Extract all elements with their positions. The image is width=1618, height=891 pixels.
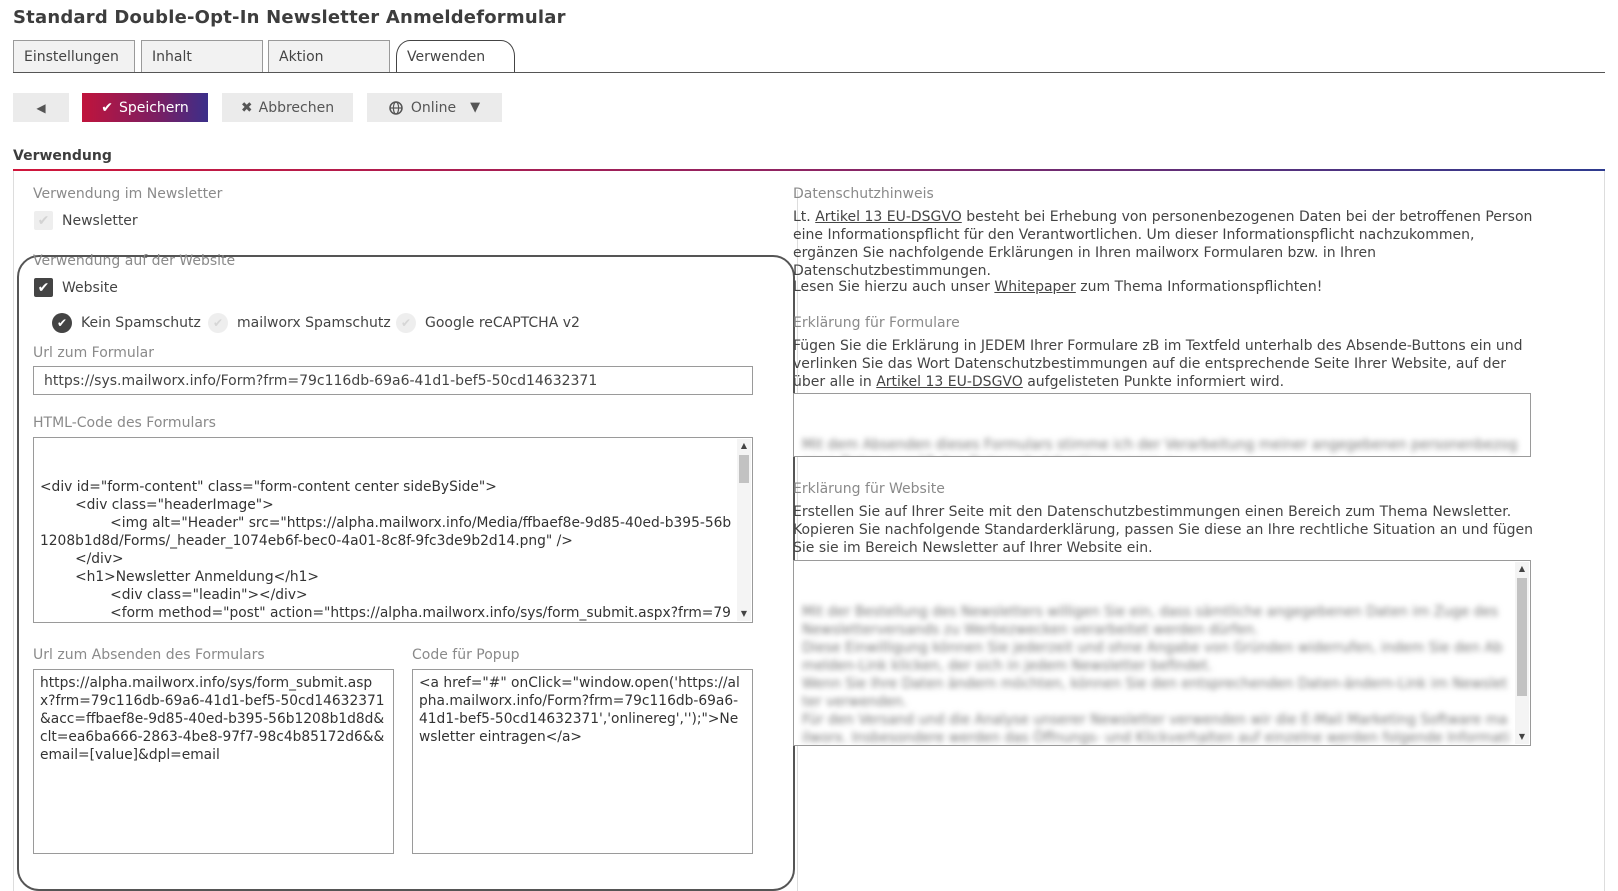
scroll-up-icon[interactable]: ▲ (740, 441, 748, 450)
website-checkbox[interactable] (34, 278, 53, 297)
privacy-paragraph-1 (793, 208, 1533, 280)
check-icon: ✔ (212, 316, 224, 330)
status-dropdown[interactable] (367, 93, 502, 122)
scroll-down-icon[interactable]: ▼ (740, 609, 748, 618)
submit-url-textarea[interactable]: https://alpha.mailworx.info/sys/form_submit.aspx?frm=79c116db-69a6-41d1-bef5-50cd14632371&acc=ffbaef8e-9d85-40ed-b395-56b1208b1d8d&clt=ea6ba666-2863-4be8-97f7-98c4b85172d6&&email=[value]&dpl=email (33, 669, 394, 854)
radio-google-recaptcha[interactable] (396, 313, 416, 333)
chevron-left-icon: ◀ (36, 100, 46, 115)
save-button[interactable] (82, 93, 208, 122)
popup-code-label: Code für Popup (412, 647, 520, 663)
website-statement-text: Erstellen Sie auf Ihrer Seite mit den Datenschutzbestimmungen einen Bereich zum Thema Newsletter. Kopieren Sie nachfolgende Standarderklärung, passen Sie diese an Ihre rechtliche Situation an und fügen Sie sie im Bereich Newsletter auf Ihrer Website ein. (793, 504, 1533, 556)
cancel-button[interactable] (222, 93, 353, 122)
website-statement-textarea[interactable] (793, 560, 1531, 746)
newsletter-checkbox[interactable] (34, 211, 53, 230)
caret-down-icon: ▼ (470, 100, 481, 115)
newsletter-checkbox-label: Newsletter (62, 213, 138, 229)
website-statement-box-text: Mit der Bestellung des Newsletters willigen Sie ein, dass sämtliche angegebenen Daten im Zuge des Newsletterversands zu Werbezwecken verarbeitet werden dürfen. Diese Einwilligung können Sie jederzeit und ohne Angabe von Gründen widerrufen, indem Sie den Abmelden-Link klicken, der sich in jedem Newsletter befindet. Wenn Sie Ihre Daten ändern möchten, können Sie den entsprechenden Daten-ändern-Link im Newsletter verwenden. Für den Versand und die Analyse unserer Newsletter verwenden wir die E-Mail Marketing Software mailworx. Insbesondere werden das Öffnungs- und Klickverhalten auf einzelne werden folgende Informati (802, 604, 1510, 746)
cancel-label: Abbrechen (258, 99, 335, 116)
submit-url-label: Url zum Absenden des Formulars (33, 647, 265, 663)
page-title: Standard Double-Opt-In Newsletter Anmeldeformular (13, 7, 566, 28)
website-usage-label: Verwendung auf der Website (33, 253, 236, 269)
form-url-input[interactable]: https://sys.mailworx.info/Form?frm=79c116db-69a6-41d1-bef5-50cd14632371 (33, 366, 753, 395)
privacy-text: zum Thema Informationspflichten! (1075, 279, 1323, 295)
scroll-thumb[interactable] (1517, 578, 1527, 696)
form-statement-box-text: Mit dem Absenden dieses Formulars stimme ich der Verarbeitung meiner angegebenen personenbezog (802, 437, 1518, 453)
check-icon: ✔ (400, 316, 412, 330)
check-icon: ✔ (37, 212, 50, 229)
artikel-13-link[interactable]: Artikel 13 EU-DSGVO (815, 209, 962, 225)
radio-kein-spamschutz-label: Kein Spamschutz (81, 315, 201, 331)
html-code-label: HTML-Code des Formulars (33, 415, 216, 431)
form-statement-desc: aufgelisteten Punkte informiert wird. (1022, 374, 1285, 390)
scroll-thumb[interactable] (739, 455, 749, 483)
privacy-paragraph-2 (793, 278, 1533, 296)
form-statement-desc: Fügen Sie die Erklärung in JEDEM Ihrer Formulare zB im Textfeld unterhalb des Absende-Buttons ein und verlinken Sie das Wort Datenschutzbestimmungen auf die entsprechende Seite Ihrer Website, auf der über alle in (793, 338, 1523, 390)
form-statement-label: Erklärung für Formulare (793, 315, 960, 331)
save-label: Speichern (118, 99, 189, 116)
status-label: Online (410, 99, 457, 116)
form-url-label: Url zum Formular (33, 345, 155, 361)
website-checkbox-label: Website (62, 280, 118, 296)
html-code-text: <div id="form-content" class="form-content center sideBySide"> <div class="headerImage"> <img alt="Header" src="https://alpha.mailworx.info/Media/ffbaef8e-9d85-40ed-b395-56b1208b1d8d/Forms/_header_1074eb6f-bec0-4a01-8c8f-9fc3de9b2d14.png" /> </div> <h1>Newsletter Anmeldung</h1> <div class="leadin"></div> <form method="post" action="https://alpha.mailworx.info/sys/form_submit.aspx?frm=79 (40, 479, 732, 621)
privacy-text: Lt. (793, 209, 816, 225)
html-code-scrollbar[interactable] (737, 439, 751, 621)
globe-icon (389, 101, 403, 115)
form-statement-text (793, 337, 1533, 391)
newsletter-usage-label: Verwendung im Newsletter (33, 186, 223, 202)
form-statement-textarea[interactable] (793, 393, 1531, 457)
radio-google-recaptcha-label: Google reCAPTCHA v2 (425, 315, 580, 331)
artikel-13-link[interactable]: Artikel 13 EU-DSGVO (876, 374, 1023, 390)
tab-verwenden[interactable]: Verwenden (396, 40, 515, 72)
check-icon: ✔ (56, 316, 68, 330)
close-icon: ✖ (240, 99, 253, 116)
website-statement-label: Erklärung für Website (793, 481, 945, 497)
radio-kein-spamschutz[interactable] (52, 313, 72, 333)
tab-bar (13, 40, 1605, 73)
privacy-text: besteht bei Erhebung von personenbezogenen Daten bei der betroffenen Person eine Informationspflicht für den Verantwortlichen. Um dieser Informationspflicht nachzukommen, ergänzen Sie nachfolgende Erklärungen in Ihren mailworx Formularen bzw. in Ihren Datenschutzbestimmungen. (793, 209, 1533, 279)
radio-mailworx-spamschutz[interactable] (208, 313, 228, 333)
back-button[interactable] (13, 93, 69, 122)
check-icon: ✔ (101, 99, 113, 116)
radio-mailworx-spamschutz-label: mailworx Spamschutz (237, 315, 391, 331)
check-icon: ✔ (37, 279, 50, 296)
privacy-text: Lesen Sie hierzu auch unser (793, 279, 995, 295)
tab-aktion[interactable]: Aktion (268, 40, 390, 72)
website-statement-scrollbar[interactable] (1515, 562, 1529, 744)
scroll-up-icon[interactable]: ▲ (1518, 564, 1526, 573)
popup-code-textarea[interactable]: <a href="#" onClick="window.open('https://alpha.mailworx.info/Form?frm=79c116db-69a6-41d1-bef5-50cd14632371','onlinereg','');">Newsletter eintragen</a> (412, 669, 753, 854)
scroll-down-icon[interactable]: ▼ (1518, 732, 1526, 741)
privacy-label: Datenschutzhinweis (793, 186, 934, 202)
whitepaper-link[interactable]: Whitepaper (994, 279, 1076, 295)
html-code-textarea[interactable] (33, 437, 753, 623)
tab-inhalt[interactable]: Inhalt (141, 40, 263, 72)
section-title: Verwendung (13, 148, 112, 164)
tab-einstellungen[interactable]: Einstellungen (13, 40, 135, 72)
